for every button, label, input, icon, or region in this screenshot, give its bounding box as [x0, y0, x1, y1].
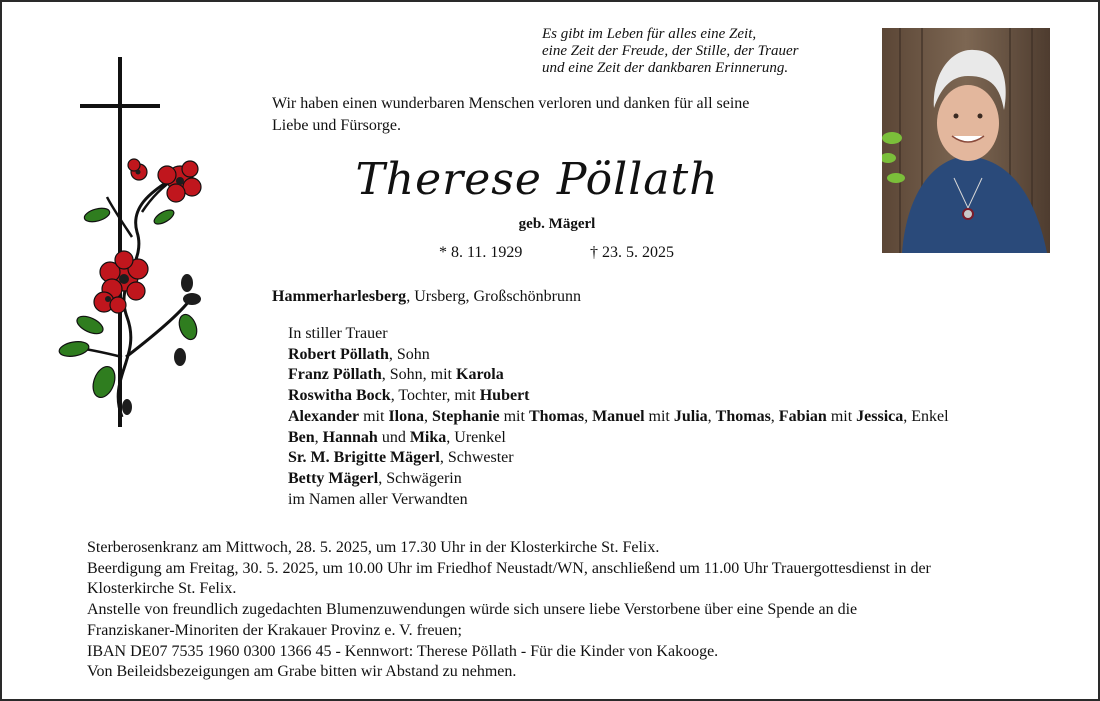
- quote-line: eine Zeit der Freude, der Stille, der Trauer: [542, 43, 799, 59]
- note-line: Anstelle von freundlich zugedachten Blumenzuwendungen würde sich unsere liebe Verstorbene über eine Spende an die: [87, 601, 858, 619]
- place-main: Hammerharlesberg: [272, 288, 407, 305]
- intro-line: Liebe und Fürsorge.: [272, 117, 402, 134]
- mourner-name: Julia: [673, 407, 708, 425]
- mourner-name: Ben: [288, 428, 315, 446]
- places-line: [272, 288, 581, 306]
- funeral-notes: [87, 538, 1047, 683]
- cross-with-roses-icon: [52, 57, 212, 432]
- list-item: [288, 407, 1048, 428]
- mourners-heading: In stiller Trauer: [288, 325, 388, 342]
- mourner-relation: , Urenkel: [446, 428, 506, 446]
- mourner-name: Thomas: [528, 407, 585, 425]
- mourner-name: Alexander: [288, 407, 360, 425]
- connector: mit: [826, 407, 857, 425]
- list-item: [288, 469, 1048, 490]
- mourner-name: Stephanie: [432, 407, 500, 425]
- quote-line: und eine Zeit der dankbaren Erinnerung.: [542, 60, 789, 76]
- intro-text: [272, 93, 832, 137]
- mourners-list: [288, 324, 1048, 510]
- birth-name: geb. Mägerl: [518, 216, 596, 232]
- list-item: [288, 345, 1048, 366]
- separator: ,: [584, 407, 593, 425]
- mourner-name: Sr. M. Brigitte Mägerl: [288, 449, 440, 467]
- mourner-name: Mika: [409, 428, 447, 446]
- deceased-name: Therese Pöllath: [355, 154, 719, 205]
- connector: und: [377, 428, 410, 446]
- mourner-relation: , Schwester: [439, 449, 514, 467]
- note-line: Von Beileidsbezeigungen am Grabe bitten wir Abstand zu nehmen.: [87, 663, 517, 681]
- mourners-closing: im Namen aller Verwandten: [288, 490, 468, 508]
- birth-date: * 8. 11. 1929: [439, 244, 523, 261]
- list-item: [288, 365, 1048, 386]
- separator: ,: [707, 407, 716, 425]
- mourner-name: Franz Pöllath: [288, 366, 382, 384]
- note-line: Franziskaner-Minoriten der Krakauer Provinz e. V. freuen;: [87, 621, 462, 639]
- quote-line: Es gibt im Leben für alles eine Zeit,: [542, 26, 757, 42]
- mourner-name: Fabian: [778, 407, 827, 425]
- list-item: [288, 428, 1048, 449]
- mourner-relation: , Tochter, mit: [390, 387, 480, 405]
- mourner-name: Thomas: [715, 407, 771, 425]
- separator: ,: [424, 407, 433, 425]
- list-item: [288, 386, 1048, 407]
- note-line: IBAN DE07 7535 1960 0300 1366 45 - Kennwort: Therese Pöllath - Für die Kinder von Kakooge.: [87, 642, 719, 660]
- intro-line: Wir haben einen wunderbaren Menschen verloren und danken für all seine: [272, 95, 750, 112]
- mourner-name: Hannah: [322, 428, 378, 446]
- mourner-name: Betty Mägerl: [288, 469, 379, 487]
- connector: mit: [499, 407, 529, 425]
- mourner-name: Roswitha Bock: [288, 387, 391, 405]
- portrait-photo: [882, 28, 1050, 253]
- mourner-partner: Hubert: [479, 387, 530, 405]
- connector: mit: [644, 407, 674, 425]
- note-line: Beerdigung am Freitag, 30. 5. 2025, um 10.00 Uhr im Friedhof Neustadt/WN, anschließend um 11.00 Uhr Trauergottesdienst in der: [87, 559, 931, 577]
- quote-block: [542, 26, 872, 77]
- mourner-name: Ilona: [388, 407, 425, 425]
- mourner-name: Jessica: [856, 407, 904, 425]
- mourner-relation: , Schwägerin: [378, 469, 462, 487]
- place-rest: , Ursberg, Großschönbrunn: [406, 288, 581, 305]
- mourner-relation: , Enkel: [903, 407, 949, 425]
- mourner-relation: , Sohn, mit: [381, 366, 456, 384]
- mourner-relation: , Sohn: [388, 345, 430, 363]
- connector: mit: [359, 407, 389, 425]
- mourner-name: Manuel: [592, 407, 645, 425]
- mourner-partner: Karola: [456, 366, 504, 384]
- mourner-name: Robert Pöllath: [288, 345, 389, 363]
- note-line: Klosterkirche St. Felix.: [87, 580, 237, 598]
- separator: ,: [770, 407, 779, 425]
- note-line: Sterberosenkranz am Mittwoch, 28. 5. 2025, um 17.30 Uhr in der Klosterkirche St. Felix.: [87, 539, 660, 556]
- separator: ,: [314, 428, 323, 446]
- list-item: [288, 448, 1048, 469]
- death-date: † 23. 5. 2025: [590, 244, 674, 261]
